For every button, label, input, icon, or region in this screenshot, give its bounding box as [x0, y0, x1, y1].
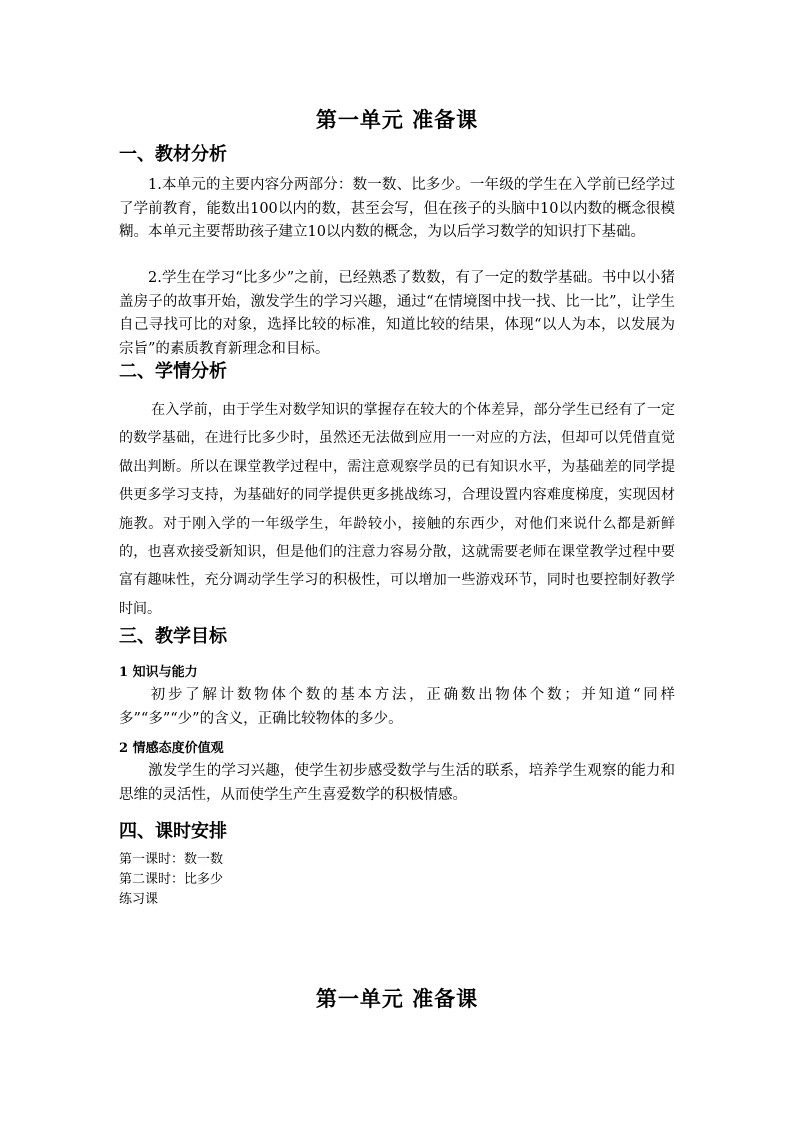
next-page-title: 第一单元 准备课: [315, 986, 479, 1011]
knowledge-ability-paragraph: [119, 684, 675, 731]
section-heading-student-analysis: 二、学情分析: [119, 361, 227, 382]
schedule-item: 练习课: [119, 892, 159, 907]
emotion-values-paragraph: [119, 760, 675, 807]
schedule-item: 第二课时：比多少: [119, 872, 224, 887]
schedule-list: [119, 850, 223, 910]
section-1-paragraph-2: [119, 267, 675, 361]
page-title: 第一单元 准备课: [315, 107, 479, 132]
section-2-paragraph-text: 在入学前，由于学生对数学知识的掌握存在较大的个体差异，部分学生已经有了一定的数学基础，在进行比多少时，虽然还无法做到应用一一对应的方法，但却可以凭借直觉做出判断。所以在课堂教学过程中，需注意观察学员的已有知识水平，为基础差的同学提供更多学习支持，为基础好的同学提供更多挑战练习，合理设置内容难度梯度，实现因材施教。对于刚入学的一年级学生，年龄较小，接触的东西少，对他们来说什么都是新鲜的，也喜欢接受新知识，但是他们的注意力容易分散，这就需要老师在课堂教学过程中要富有趣味性，充分调动学生学习的积极性，可以增加一些游戏环节，同时也要控制好教学时间。: [119, 402, 675, 617]
section-2-paragraph: [119, 396, 675, 623]
section-heading-textbook-analysis: 一、教材分析: [119, 144, 227, 165]
subheading-emotion-values: 2 情感态度价值观: [119, 741, 224, 756]
knowledge-ability-text: 初步了解计数物体个数的基本方法，正确数出物体个数；并知道“同样多”“多”“少”的含义，正确比较物体的多少。: [119, 687, 675, 727]
section-1-paragraph-1-text: 1.本单元的主要内容分两部分：数一数、比多少。一年级的学生在入学前已经学过了学前教育，能数出100以内的数，甚至会写，但在孩子的头脑中10以内数的概念很模糊。本单元主要帮助孩子建立10以内数的概念，为以后学习数学的知识打下基础。: [119, 177, 675, 240]
emotion-values-text: 激发学生的学习兴趣，使学生初步感受数学与生活的联系，培养学生观察的能力和思维的灵活性，从而使学生产生喜爱数学的积极情感。: [119, 763, 675, 803]
section-1-paragraph-2-text: 2.学生在学习“比多少”之前，已经熟悉了数数，有了一定的数学基础。书中以小猪盖房子的故事开始，激发学生的学习兴趣，通过“在情境图中找一找、比一比”，让学生自己寻找可比的对象，选择比较的标准，知道比较的结果，体现“以人为本，以发展为宗旨”的素质教育新理念和目标。: [119, 270, 675, 357]
section-heading-teaching-goals: 三、教学目标: [119, 626, 227, 647]
schedule-item: 第一课时：数一数: [119, 852, 224, 867]
section-heading-schedule: 四、课时安排: [119, 821, 227, 842]
subheading-knowledge-ability: 1 知识与能力: [119, 665, 198, 680]
section-1-paragraph-1: [119, 174, 675, 245]
